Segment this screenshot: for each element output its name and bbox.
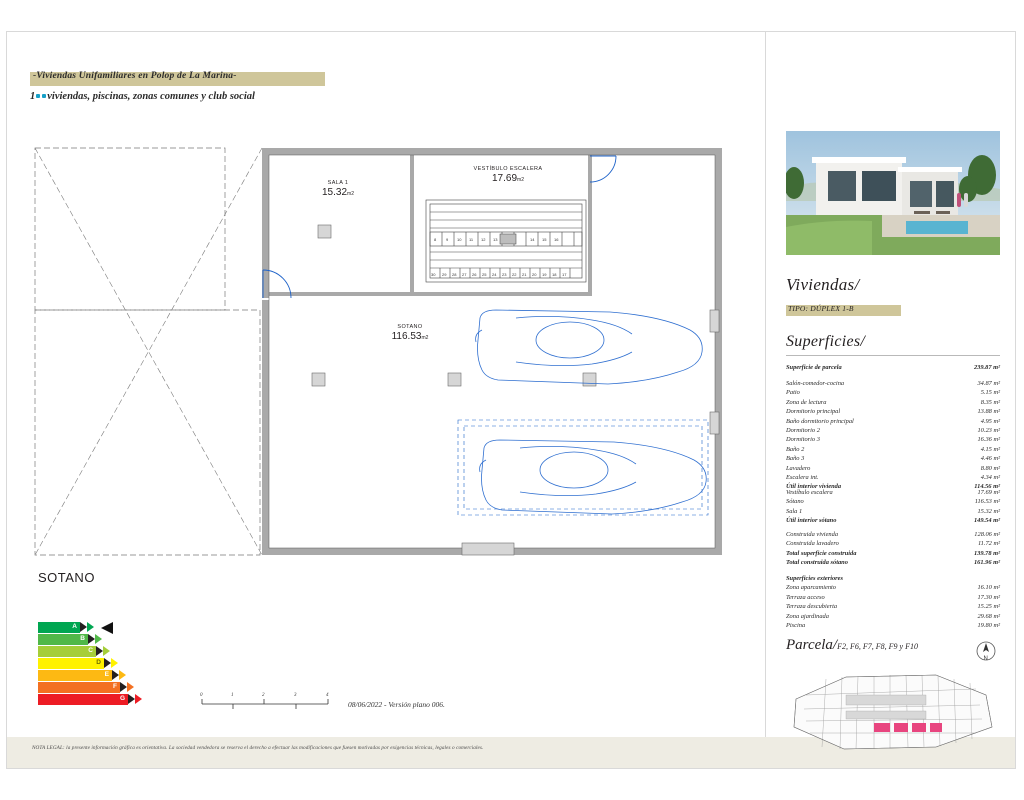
svg-text:4: 4 (326, 693, 329, 698)
svg-text:15: 15 (542, 237, 547, 242)
superficie-row (786, 363, 1000, 372)
superficie-row: Sala 1 15.32 m² (786, 507, 1000, 515)
room-name: VESTÍBULO ESCALERA (473, 166, 543, 172)
superficie-row: Zona ajardinada 29.68 m² (786, 612, 1000, 620)
room-area: 17.69m2 (492, 173, 524, 184)
svg-text:13: 13 (493, 237, 498, 242)
section-title-viviendas: Viviendas/ (786, 275, 860, 294)
svg-text:16: 16 (554, 237, 559, 242)
room-sotano (360, 324, 460, 342)
superficie-row: Terraza acceso 17.30 m² (786, 593, 1000, 601)
superficies-group-exteriores (786, 574, 1000, 630)
plan-version-date: 08/06/2022 - Versión plano 006. (348, 700, 445, 709)
energy-letter: A (72, 623, 77, 630)
svg-text:19: 19 (542, 272, 547, 277)
superficie-row: Patio 5.15 m² (786, 389, 1000, 397)
scale-bar (200, 690, 330, 712)
panel-divider (765, 31, 766, 769)
svg-text:1: 1 (231, 693, 234, 698)
svg-text:21: 21 (522, 272, 527, 277)
row-label: Superficie de parcela (786, 364, 842, 371)
superficie-row: Baño 2 4.15 m² (786, 445, 1000, 453)
svg-text:22: 22 (512, 272, 517, 277)
energy-row-a (38, 622, 148, 633)
superficie-row: Construida lavadero 11.72 m² (786, 540, 1000, 548)
project-title: -Viviendas Unifamiliares en Polop de La Marina- (33, 71, 237, 81)
parcela-title: Parcela/ (786, 637, 838, 653)
svg-text:3: 3 (294, 693, 297, 698)
room-name: SOTANO (397, 324, 423, 330)
row-value: 239.87 m² (973, 364, 1000, 371)
superficie-row: Dormitorio principal 13.88 m² (786, 408, 1000, 416)
tipo-label: TIPO: DÚPLEX 1-B (788, 304, 854, 313)
svg-text:N: N (983, 656, 988, 662)
superficies-group-parcela (786, 363, 1000, 372)
energy-selected-pointer (101, 622, 113, 634)
superficie-row: Baño dormitorio principal 4.95 m² (786, 417, 1000, 425)
svg-text:23: 23 (502, 272, 507, 277)
superficie-row: Vestíbulo escalera 17.69 m² (786, 489, 1000, 496)
superficie-row: Dormitorio 2 10.23 m² (786, 427, 1000, 435)
svg-text:0: 0 (200, 693, 203, 698)
superficies-exteriores-heading: Superficies exteriores (786, 575, 843, 582)
svg-text:8: 8 (434, 237, 437, 242)
energy-letter: G (119, 695, 125, 702)
energy-row-c (38, 646, 148, 657)
superficie-row: Dormitorio 3 16.36 m² (786, 436, 1000, 444)
svg-text:24: 24 (492, 272, 497, 277)
energy-row-f (38, 682, 148, 693)
superficie-row-total: Total construida sótano 161.96 m² (786, 559, 1000, 567)
svg-text:2: 2 (262, 693, 265, 698)
superficie-row-total: Útil interior sótano 149.54 m² (786, 517, 1000, 525)
svg-text:25: 25 (482, 272, 487, 277)
superficies-group-construida (786, 530, 1000, 568)
energy-letter: F (113, 683, 117, 690)
villa-render-photo (786, 131, 1000, 255)
bullet-square-icon (36, 94, 40, 98)
subtitle-text: viviendas, piscinas, zonas comunes y club social (47, 91, 255, 102)
superficie-row-total: Total superficie construida 139.78 m² (786, 549, 1000, 557)
superficies-group-vivienda (786, 379, 1000, 492)
energy-row-e (38, 670, 148, 681)
superficie-row: Salón-comedor-cocina 34.87 m² (786, 380, 1000, 387)
superficie-row: Sótano 116.53 m² (786, 498, 1000, 506)
room-vestibulo-escalera (458, 166, 558, 184)
subtitle-count: 1 (30, 91, 36, 102)
legal-note: NOTA LEGAL: la presente información gráfica es orientativa. La sociedad vendedora se reserva el derecho a efectuar las modificaciones que fuesen motivadas por exigencias técnicas, legales o comerciales. (32, 745, 484, 751)
svg-text:30: 30 (431, 272, 436, 277)
superficie-row: Construida vivienda 128.06 m² (786, 531, 1000, 538)
section-title-parcela (786, 637, 918, 654)
superficie-row: Escalera int. 4.34 m² (786, 474, 1000, 482)
energy-row-g (38, 694, 148, 705)
svg-text:9: 9 (446, 237, 449, 242)
room-area: 116.53m2 (391, 331, 429, 342)
energy-letter: D (96, 659, 101, 666)
energy-letter: C (88, 647, 93, 654)
svg-text:12: 12 (481, 237, 486, 242)
energy-row-d (38, 658, 148, 669)
svg-text:18: 18 (552, 272, 557, 277)
superficie-row: Zona de lectura 8.35 m² (786, 398, 1000, 406)
energy-letter: B (80, 635, 85, 642)
room-sala-1 (298, 180, 378, 198)
svg-text:20: 20 (532, 272, 537, 277)
superficie-row: Baño 3 4.46 m² (786, 455, 1000, 463)
floor-plan (30, 140, 730, 560)
svg-text:11: 11 (469, 237, 474, 242)
superficie-row: Zona aparcamiento 16.10 m² (786, 584, 1000, 592)
svg-text:27: 27 (462, 272, 467, 277)
site-plan-map (786, 665, 1000, 757)
energy-letter: E (104, 671, 109, 678)
bullet-square-icon (42, 94, 46, 98)
superficies-rule (786, 355, 1000, 356)
room-area: 15.32m2 (322, 187, 354, 198)
svg-text:29: 29 (442, 272, 447, 277)
svg-text:26: 26 (472, 272, 477, 277)
energy-rating-label (38, 622, 148, 706)
superficie-row: Terraza descubierta 15.25 m² (786, 603, 1000, 611)
superficies-group-sotano (786, 488, 1000, 526)
section-title-superficies: Superficies/ (786, 333, 866, 350)
svg-text:17: 17 (562, 272, 567, 277)
svg-text:28: 28 (452, 272, 457, 277)
floor-plan-title: SOTANO (38, 570, 95, 585)
project-subtitle (30, 91, 255, 102)
superficie-row: Piscina 19.80 m² (786, 622, 1000, 630)
energy-row-b (38, 634, 148, 645)
superficie-row: Lavadero 8.80 m² (786, 464, 1000, 472)
svg-text:14: 14 (530, 237, 535, 242)
room-name: SALA 1 (327, 180, 349, 186)
svg-text:10: 10 (457, 237, 462, 242)
parcela-subtitle: F2, F6, F7, F8, F9 y F10 (837, 642, 918, 651)
superficie-row-total: Útil interior vivienda 114.56 m² (786, 483, 1000, 491)
north-arrow-icon (975, 640, 997, 662)
